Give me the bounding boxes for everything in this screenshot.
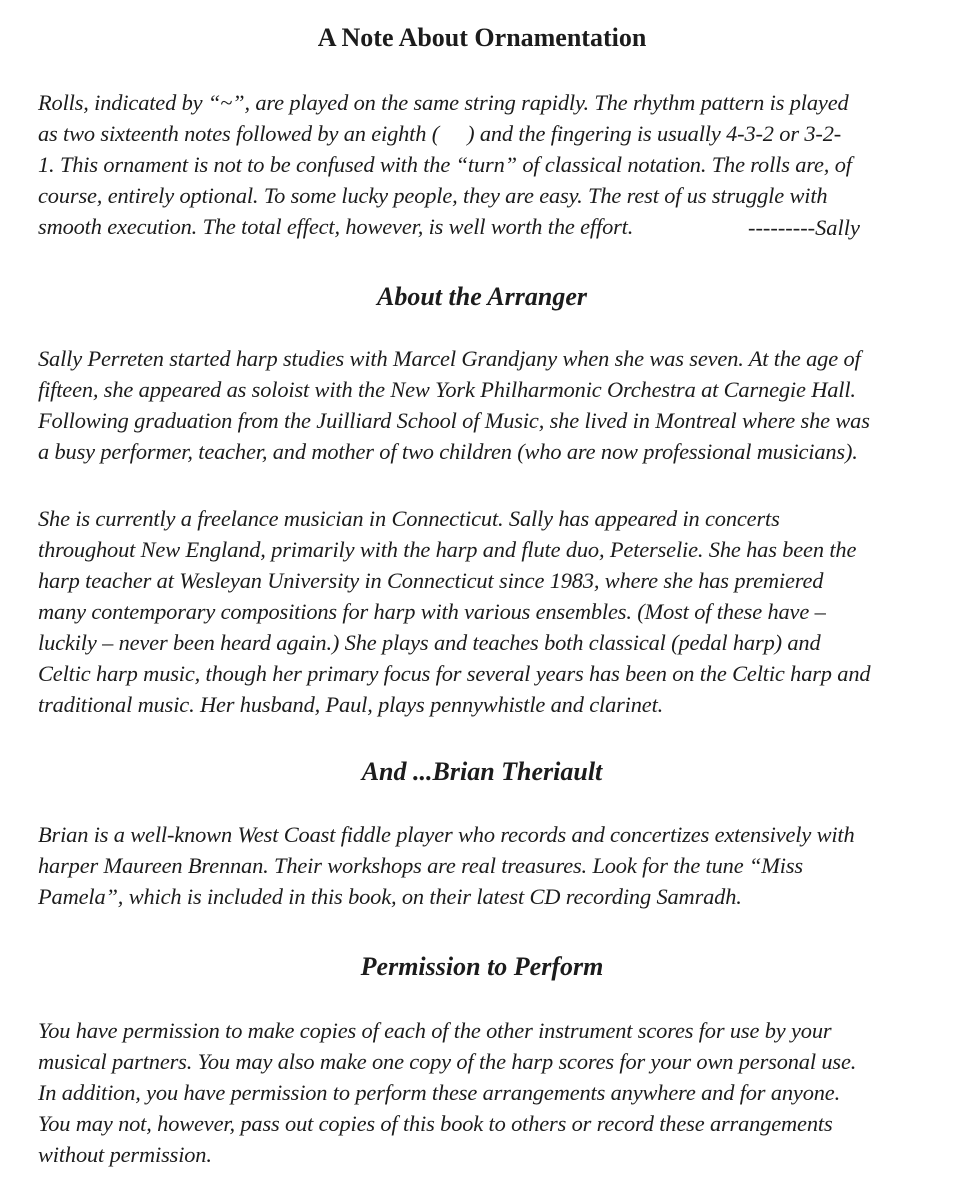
text-line [38,118,948,149]
text-line: Pamela”, which is included in this book, on their latest CD recording Samradh. [38,884,742,909]
text-line: fifteen, she appeared as soloist with the New York Philharmonic Orchestra at Carnegie Hall. [38,377,856,402]
text-line: harp teacher at Wesleyan University in Connecticut since 1983, where she has premiered [38,568,824,593]
text-line: many contemporary compositions for harp with various ensembles. (Most of these have – [38,599,826,624]
text-line: a busy performer, teacher, and mother of two children (who are now professional musicians). [38,439,858,464]
brian-heading: And ...Brian Theriault [361,757,603,786]
text-fragment: as two sixteenth notes followed by an eighth ( [38,121,440,146]
text-line: In addition, you have permission to perform these arrangements anywhere and for anyone. [38,1080,841,1105]
text-line: course, entirely optional. To some lucky people, they are easy. The rest of us struggle with [38,183,828,208]
text-line: harper Maureen Brennan. Their workshops are real treasures. Look for the tune “Miss [38,853,803,878]
text-line: Brian is a well-known West Coast fiddle player who records and concertizes extensively with [38,822,855,847]
arranger-heading: About the Arranger [377,282,587,311]
text-line: luckily – never been heard again.) She plays and teaches both classical (pedal harp) and [38,630,821,655]
text-line: Celtic harp music, though her primary focus for several years has been on the Celtic harp and [38,661,871,686]
signature: ---------Sally [748,215,860,240]
text-line: Following graduation from the Juilliard School of Music, she lived in Montreal where she was [38,408,870,433]
text-line: musical partners. You may also make one copy of the harp scores for your own personal use. [38,1049,857,1074]
text-line: without permission. [38,1142,212,1167]
text-line: You may not, however, pass out copies of this book to others or record these arrangements [38,1111,833,1136]
permission-paragraph [38,1015,948,1170]
text-line: smooth execution. The total effect, however, is well worth the effort. [38,214,634,239]
text-line: Rolls, indicated by “~”, are played on the same string rapidly. The rhythm pattern is played [38,90,849,115]
ornamentation-heading: A Note About Ornamentation [317,23,647,52]
text-line: throughout New England, primarily with the harp and flute duo, Peterselie. She has been the [38,537,857,562]
text-line: You have permission to make copies of each of the other instrument scores for use by your [38,1018,832,1043]
text-line: 1. This ornament is not to be confused with the “turn” of classical notation. The rolls are, of [38,152,852,177]
text-line: She is currently a freelance musician in Connecticut. Sally has appeared in concerts [38,506,780,531]
permission-heading: Permission to Perform [360,952,604,981]
text-line: Sally Perreten started harp studies with Marcel Grandjany when she was seven. At the age of [38,346,861,371]
arranger-paragraph-2 [38,503,948,720]
brian-paragraph [38,819,948,912]
arranger-paragraph-1 [38,343,948,467]
text-fragment: ) and the fingering is usually 4-3-2 or 3-2- [467,121,842,146]
text-line: traditional music. Her husband, Paul, plays pennywhistle and clarinet. [38,692,664,717]
